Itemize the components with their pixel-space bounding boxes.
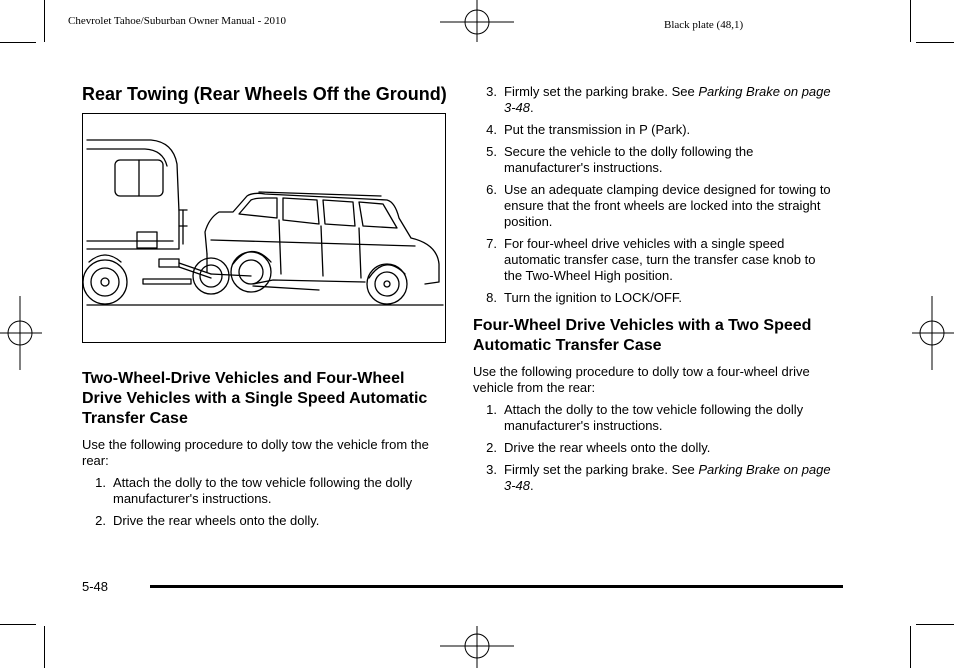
intro-paragraph: Use the following procedure to dolly tow the vehicle from the rear: [82,437,429,468]
list-item: 6. Use an adequate clamping device designed for towing to ensure that the front wheels are locked into the straight position. [486,182,831,229]
cross-reference: Parking Brake on page 3-48 [504,84,831,115]
list-item: 7. For four-wheel drive vehicles with a single speed automatic transfer case, turn the transfer case knob to the Two-Wheel High position. [486,236,816,283]
list-item: 1. Attach the dolly to the tow vehicle following the dolly manufacturer's instructions. [486,402,804,433]
list-item: 4. Put the transmission in P (Park). [486,122,691,137]
footer-rule [150,585,843,588]
list-item: 8. Turn the ignition to LOCK/OFF. [486,290,682,305]
right-column [473,84,833,500]
header-manual-title: Chevrolet Tahoe/Suburban Owner Manual - 2010 [68,15,287,27]
subsection-heading-4wd: Four-Wheel Drive Vehicles with a Two Speed Automatic Transfer Case [473,317,812,354]
list-item: 5. Secure the vehicle to the dolly following the manufacturer's instructions. [486,144,754,175]
section-heading: Rear Towing (Rear Wheels Off the Ground) [82,84,447,104]
cross-reference: Parking Brake on page 3-48 [504,462,831,493]
list-item: 2. Drive the rear wheels onto the dolly. [486,440,711,455]
list-item: 3. Firmly set the parking brake. See Parking Brake on page 3-48. [486,462,831,493]
left-column [82,84,448,535]
towing-figure [82,113,446,343]
page-number: 5-48 [82,579,109,594]
list-item: 2. Drive the rear wheels onto the dolly. [95,513,320,528]
list-item: 3. Firmly set the parking brake. See Parking Brake on page 3-48. [486,84,831,115]
step-list-right [473,84,833,306]
step-list-left [82,475,448,529]
step-list-right-2 [473,402,833,494]
subsection-heading-2wd: Two-Wheel-Drive Vehicles and Four-Wheel Drive Vehicles with a Single Speed Automatic Transfer Case [82,370,428,427]
car-on-tow-dolly-illustration [83,114,445,342]
header-plate-info: Black plate (48,1) [664,19,744,31]
list-item: 1. Attach the dolly to the tow vehicle following the dolly manufacturer's instructions. [95,475,413,506]
intro-paragraph: Use the following procedure to dolly tow a four-wheel drive vehicle from the rear: [473,364,810,395]
